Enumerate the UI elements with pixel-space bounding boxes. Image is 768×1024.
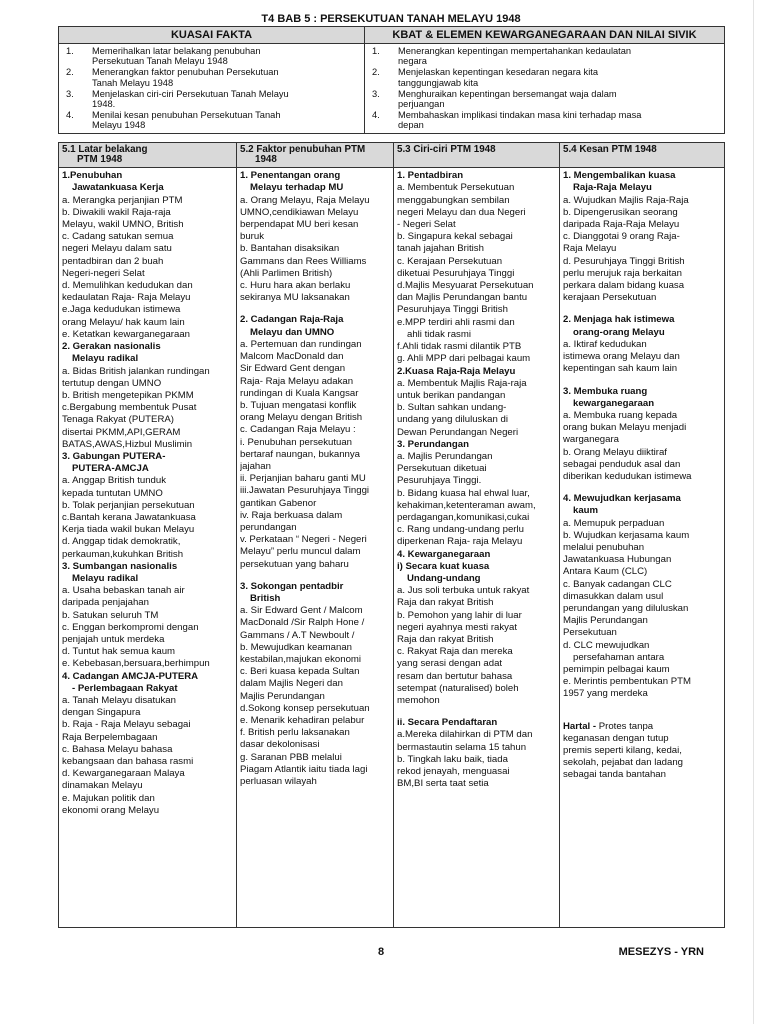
objective-text	[92, 67, 360, 88]
note-line: b. Bantahan disaksikan	[240, 243, 340, 255]
note-line: Persekutuan diketuai	[397, 463, 487, 475]
note-line: premis seperti kilang, kedai,	[563, 744, 682, 756]
objectives-left-cell	[59, 44, 365, 134]
objective-item	[62, 110, 360, 131]
note-line: melalui penubuhan	[563, 541, 645, 553]
section-heading: 1. Penentangan orang	[240, 170, 341, 182]
note-line: d. Tuntut hak semua kaum	[62, 646, 176, 658]
note-line: g. Saranan PBB melalui	[240, 751, 342, 763]
note-line: persefahaman antara	[573, 651, 665, 663]
note-line: yang serasi dengan adat	[397, 658, 503, 670]
note-line: b. Wujudkan kerjasama kaum	[563, 529, 690, 541]
note-line: Raja dan rakyat British	[397, 597, 494, 609]
objective-line: Menerangkan faktor penubuhan Persekutuan	[92, 67, 279, 78]
note-line: e. Kebebasan,bersuara,berhimpun	[62, 658, 210, 670]
note-line: istimewa orang Melayu dan	[563, 351, 680, 363]
note-line: bertaraf naungan, bukannya	[240, 448, 361, 460]
note-line: a. Bidas British jalankan rundingan	[62, 365, 210, 377]
note-line: Kerja tiada wakil bukan Melayu	[62, 524, 195, 536]
note-line: a. Usaha bebaskan tanah air	[62, 585, 185, 597]
note-line: kepada tuntutan UMNO	[62, 487, 163, 499]
note-line: rekod jenayah, menguasai	[397, 766, 510, 777]
page-title: T4 BAB 5 : PERSEKUTUAN TANAH MELAYU 1948	[261, 13, 521, 25]
objectives-left-header: KUASAI FAKTA	[59, 27, 365, 44]
column-header-subtitle: 1948	[255, 154, 277, 166]
note-line: persekutuan yang baharu	[240, 558, 349, 570]
objectives-right-header: KBAT & ELEMEN KEWARGANEGARAAN DAN NILAI SIVIK	[365, 27, 725, 44]
note-line: a. Memupuk perpaduan	[563, 517, 665, 529]
objectives-table	[58, 26, 725, 134]
note-line: c. Bahasa Melayu bahasa	[62, 743, 173, 755]
note-line: c. Rakyat Raja dan mereka	[397, 646, 513, 658]
objective-line: Menjelaskan kepentingan kesedaran negara kita	[398, 67, 599, 78]
note-line: diperkenan Raja- raja Melayu	[397, 536, 523, 548]
note-line: kedaulatan Raja- Raja Melayu	[62, 292, 191, 304]
objective-text	[398, 110, 720, 131]
note-line: orang Melayu/ hak kaum lain	[62, 316, 185, 328]
note-line: kerajaan Persekutuan	[563, 292, 657, 304]
objective-line: Menjelaskan ciri-ciri Persekutuan Tanah Melayu	[92, 88, 289, 99]
page-footer	[58, 946, 724, 960]
note-line: Melayu, wakil UMNO, British	[62, 219, 184, 231]
note-line: b. Pemohon yang lahir di luar	[397, 609, 522, 621]
note-line: resam dan bertutur bahasa	[397, 670, 513, 682]
section-heading: 3. Membuka ruang	[563, 385, 648, 397]
note-line: e.MPP terdiri ahli rasmi dan	[397, 316, 515, 328]
objectives-right-cell	[365, 44, 725, 134]
note-line: negeri Melayu dan dua Negeri	[397, 206, 526, 218]
note-line: b. Dipengerusikan seorang	[563, 206, 678, 218]
note-line: negeri Melayu dalam satu	[62, 243, 172, 255]
note-line: b. Sultan sahkan undang-	[397, 402, 507, 414]
note-line: Majlis Perundangan	[240, 690, 325, 702]
note-line: c. Cadangan Raja Melayu :	[240, 424, 356, 436]
section-heading: 2.Kuasa Raja-Raja Melayu	[397, 365, 516, 377]
note-line: pentadbiran dan 2 buah	[62, 255, 164, 267]
objective-item	[368, 67, 720, 88]
note-line: daripada Raja-Raja Melayu	[563, 219, 680, 231]
spacer	[563, 483, 721, 493]
notes-table	[58, 142, 725, 928]
column-header	[394, 143, 560, 168]
objective-number: 4.	[66, 109, 74, 120]
note-line: (Ahli Parlimen British)	[240, 267, 333, 279]
note-line: 1957 yang merdeka	[563, 688, 648, 700]
note-line: a. Membuka ruang kepada	[563, 409, 678, 421]
note-line: rundingan di Kuala Kangsar	[240, 387, 359, 399]
note-line: f. British perlu laksanakan	[240, 727, 350, 739]
objective-text	[92, 46, 360, 67]
note-line: b. Mewujudkan keamanan	[240, 641, 352, 653]
objective-line: Tanah Melayu 1948	[92, 77, 174, 88]
section-heading: - Perlembagaan Rakyat	[72, 682, 178, 694]
column-content	[59, 168, 237, 928]
section-heading: i) Secara kuat kuasa	[397, 560, 490, 572]
note-line: diketuai Pesuruhjaya Tinggi	[397, 267, 515, 279]
column-header	[237, 143, 394, 168]
note-line: Persekutuan	[563, 627, 617, 639]
note-line: Pesuruhjaya Tinggi British	[397, 304, 508, 316]
objective-number: 3.	[372, 88, 380, 99]
section-heading: kewarganegaraan	[573, 397, 655, 409]
note-line: Pesuruhjaya Tinggi.	[397, 475, 482, 487]
section-heading: Raja-Raja Melayu	[573, 182, 652, 194]
keyword: Hartal -	[563, 720, 597, 732]
note-line: b. Raja - Raja Melayu sebagai	[62, 719, 191, 731]
section-heading: Undang-undang	[407, 572, 481, 584]
section-heading: Melayu radikal	[72, 572, 139, 584]
note-line: a. Sir Edward Gent / Malcom	[240, 605, 363, 617]
note-line: ahli tidak rasmi	[407, 328, 471, 340]
note-line: buruk	[240, 231, 264, 243]
note-line: iii.Jawatan Pesuruhjaya Tinggi	[240, 485, 370, 497]
objective-item	[62, 46, 360, 67]
section-heading: British	[250, 592, 281, 604]
note-line: tertutup dengan UMNO	[62, 377, 162, 389]
note-line: v. Perkataan “ Negeri - Negeri	[240, 534, 367, 546]
page-edge	[753, 0, 754, 1024]
section-heading: 1. Pentadbiran	[397, 170, 464, 182]
note-line: BATAS,AWAS,Hizbul Muslimin	[62, 438, 193, 450]
note-line: Raja Melayu	[563, 243, 617, 255]
note-line: a. Tanah Melayu disatukan	[62, 694, 176, 706]
note-line: menggabungkan sembilan	[397, 194, 510, 206]
note-line: c. Banyak cadangan CLC	[563, 578, 672, 590]
column-header-subtitle: PTM 1948	[77, 154, 123, 166]
section-heading: 1. Mengembalikan kuasa	[563, 170, 676, 182]
note-line: e. Majukan politik dan	[62, 792, 155, 804]
objective-text	[398, 89, 720, 110]
note-line: b. Tingkah laku baik, tiada	[397, 753, 508, 765]
note-line: perkauman,kukuhkan British	[62, 548, 184, 560]
objective-line: Membahaskan implikasi tindakan masa kini terhadap masa	[398, 109, 642, 120]
objective-line: 1948.	[92, 99, 116, 110]
note-line: kestabilan,majukan ekonomi	[240, 653, 362, 665]
objective-line: Menilai kesan penubuhan Persekutuan Tanah	[92, 109, 281, 120]
objective-line: Menerangkan kepentingan mempertahankan kedaulatan	[398, 46, 632, 56]
objective-line: Memerihalkan latar belakang penubuhan	[92, 46, 261, 56]
note-line: perundangan yang diluluskan	[563, 602, 689, 614]
note-line: b. Singapura kekal sebagai	[397, 231, 513, 243]
note-line: dimasukkan dalam usul	[563, 590, 664, 602]
note-line: jajahan	[240, 460, 271, 472]
note-line: perkara dalam bidang kuasa	[563, 280, 685, 292]
objective-text	[398, 46, 720, 67]
note-line: b. British mengetepikan PKMM	[62, 389, 194, 401]
column-content	[560, 168, 725, 928]
note-line: orang bukan Melayu menjadi	[563, 422, 687, 434]
note-line: sebagai tanda bantahan	[563, 769, 666, 781]
note-line: MacDonald /Sir Ralph Hone /	[240, 617, 365, 629]
note-line: bermastautin selama 15 tahun	[397, 741, 527, 753]
section-heading: kaum	[573, 505, 599, 517]
spacer	[240, 304, 390, 314]
note-line: - Negeri Selat	[397, 219, 456, 231]
note-line: keganasan dengan tutup	[563, 732, 669, 744]
section-heading: Melayu dan UMNO	[250, 326, 335, 338]
note-line: perdagangan,komunikasi,cukai	[397, 511, 530, 523]
note-line: a. Pertemuan dan rundingan	[240, 338, 362, 350]
objective-text	[92, 89, 360, 110]
note-line: Melayu” perlu muncul dalam	[240, 546, 361, 558]
note-line: e. Merintis pembentukan PTM	[563, 676, 691, 688]
note-line: c.Bantah kerana Jawatankuasa	[62, 511, 196, 523]
column-header-title: 5.1 Latar belakang	[62, 144, 148, 156]
objective-line: tanggungjawab kita	[398, 77, 479, 88]
note-line: Sir Edward Gent dengan	[240, 363, 346, 375]
note-line: tanah jajahan British	[397, 243, 484, 255]
column-header	[560, 143, 725, 168]
note-line: kebangsaan dan bahasa rasmi	[62, 756, 194, 767]
objective-line: Persekutuan Tanah Melayu 1948	[92, 56, 228, 67]
note-line: untuk berikan pandangan	[397, 389, 506, 401]
note-line: perundangan	[240, 521, 297, 533]
note-line: Raja Berpelembagaan	[62, 731, 158, 743]
column-content	[394, 168, 560, 928]
column-header	[59, 143, 237, 168]
note-line: Dewan Perundangan Negeri	[397, 426, 519, 438]
objective-line: negara	[398, 56, 427, 67]
note-line: a. Majlis Perundangan	[397, 450, 493, 462]
note-line: ekonomi orang Melayu	[62, 804, 160, 816]
note-line	[563, 721, 721, 733]
objective-line: perjuangan	[398, 99, 445, 110]
note-line: a. Anggap British tunduk	[62, 475, 167, 487]
section-heading: orang-orang Melayu	[573, 326, 665, 338]
note-line: memohon	[397, 694, 440, 706]
spacer	[563, 376, 721, 386]
document-page	[58, 12, 724, 958]
note-line: Raja dan rakyat British	[397, 633, 494, 645]
note-line: b. Satukan seluruh TM	[62, 609, 159, 621]
note-line: kepentingan sah kaum lain	[563, 363, 678, 375]
note-line: b. Bidang kuasa hal ehwal luar,	[397, 487, 530, 499]
note-line: Jawatankuasa Hubungan	[563, 554, 672, 566]
objective-number: 4.	[372, 109, 380, 120]
note-line: i. Penubuhan persekutuan	[240, 436, 353, 448]
column-header-title: 5.2 Faktor penubuhan PTM	[240, 144, 366, 156]
note-line: a. Iktiraf kedudukan	[563, 338, 647, 350]
note-line: c. Beri kuasa kepada Sultan	[240, 666, 360, 678]
note-line: perluasan wilayah	[240, 776, 317, 787]
note-line: e. Menarik kehadiran pelabur	[240, 714, 365, 726]
section-heading: 4. Mewujudkan kerjasama	[563, 493, 681, 505]
spacer	[563, 701, 721, 711]
note-line: b. Tolak perjanjian persekutuan	[62, 499, 195, 511]
note-line: berpendapat MU beri kesan	[240, 219, 359, 231]
note-line: c.Bergabung membentuk Pusat	[62, 402, 197, 414]
note-line: e. Ketatkan kewarganegaraan	[62, 328, 191, 340]
note-line: d. CLC mewujudkan	[563, 639, 650, 651]
note-line: Piagam Atlantik iaitu tiada lagi	[240, 763, 368, 775]
objective-item	[62, 89, 360, 110]
note-line: dengan Singapura	[62, 707, 141, 719]
section-heading: 2. Cadangan Raja-Raja	[240, 314, 344, 326]
section-heading: 1.Penubuhan	[62, 170, 123, 182]
note-line: b. Diwakili wakil Raja-raja	[62, 206, 171, 218]
note-line: Gammans / A.T Newboult /	[240, 629, 355, 641]
note-line: Tenaga Rakyat (PUTERA)	[62, 414, 174, 426]
note-line: a. Jus soli terbuka untuk rakyat	[397, 585, 530, 597]
section-heading: 3. Sokongan pentadbir	[240, 580, 344, 592]
note-line: sebagai penduduk asal dan	[563, 458, 681, 470]
note-line: gantikan Gabenor	[240, 497, 317, 509]
note-line: kehakiman,ketenteraman awam,	[397, 499, 536, 511]
note-line: d. Memulihkan kedudukan dan	[62, 280, 193, 292]
note-line: UMNO,cendikiawan Melayu	[240, 206, 359, 218]
keyword-definition: Protes tanpa	[596, 720, 654, 732]
objective-number: 2.	[372, 67, 380, 78]
note-line: diberikan kedudukan istimewa	[563, 470, 692, 482]
note-line: BM,BI serta taat setia	[397, 778, 489, 790]
note-line: orang Melayu dengan British	[240, 412, 363, 424]
spacer	[397, 707, 556, 717]
objective-number: 1.	[372, 46, 380, 56]
note-line: d.Majlis Mesyuarat Persekutuan	[397, 280, 534, 292]
objective-item	[62, 67, 360, 88]
note-line: disertai PKMM,API,GERAM	[62, 426, 181, 438]
section-heading: ii. Secara Pendaftaran	[397, 717, 498, 729]
note-line: d. Anggap tidak demokratik,	[62, 536, 181, 548]
note-line: a.Mereka dilahirkan di PTM dan	[397, 729, 533, 741]
note-line: d. Pesuruhjaya Tinggi British	[563, 255, 685, 267]
note-line: b. Tujuan mengatasi konflik	[240, 399, 357, 411]
note-line: dasar dekolonisasi	[240, 739, 320, 751]
column-header-title: 5.4 Kesan PTM 1948	[563, 144, 657, 156]
spacer	[240, 571, 390, 581]
note-line: a. Wujudkan Majlis Raja-Raja	[563, 194, 689, 206]
note-line: daripada penjajahan	[62, 597, 149, 609]
note-line: penjajah untuk merdeka	[62, 633, 165, 645]
spacer	[563, 711, 721, 721]
note-line: negeri ayahnya mesti rakyat	[397, 621, 517, 633]
objective-item	[368, 110, 720, 131]
note-line: c. Rang undang-undang perlu	[397, 524, 524, 536]
objective-number: 3.	[66, 88, 74, 99]
objective-item	[368, 46, 720, 67]
note-line: ii. Perjanjian baharu ganti MU	[240, 473, 366, 485]
note-line: a. Membentuk Persekutuan	[397, 182, 515, 194]
note-line: sekiranya MU laksanakan	[240, 292, 350, 304]
objective-number: 1.	[66, 46, 74, 56]
section-heading: 3. Gabungan PUTERA-	[62, 450, 166, 462]
section-heading: Melayu terhadap MU	[250, 182, 344, 194]
note-line: e.Jaga kedudukan istimewa	[62, 304, 181, 316]
note-line: c. Huru hara akan berlaku	[240, 280, 351, 292]
note-line: b. Orang Melayu diiktiraf	[563, 446, 667, 458]
note-line: a. Merangka perjanjian PTM	[62, 194, 183, 206]
note-line: pemimpin pelbagai kaum	[563, 663, 670, 675]
note-line: Negeri-negeri Selat	[62, 267, 145, 279]
footer-signature: MESEZYS - YRN	[618, 946, 704, 958]
note-line: c. Enggan berkompromi dengan	[62, 621, 199, 633]
note-line: Malcom MacDonald dan	[240, 351, 344, 363]
note-line: d.Sokong konsep persekutuan	[240, 702, 370, 714]
section-heading: PUTERA-AMCJA	[72, 463, 149, 475]
note-line: dinamakan Melayu	[62, 780, 143, 792]
section-heading: Jawatankuasa Kerja	[72, 182, 164, 194]
section-heading: Melayu radikal	[72, 353, 139, 365]
note-line: setempat (naturalised) boleh	[397, 682, 519, 694]
note-line: Gammans dan Rees Williams	[240, 255, 367, 267]
note-line: Raja- Raja Melayu adakan	[240, 375, 354, 387]
note-line: c. Cadang satukan semua	[62, 231, 174, 243]
note-line: c. Dianggotai 9 orang Raja-	[563, 231, 680, 243]
section-heading: 3. Perundangan	[397, 438, 469, 450]
section-heading: 2. Menjaga hak istimewa	[563, 314, 675, 326]
note-line: a. Membentuk Majlis Raja-raja	[397, 377, 527, 389]
note-line: sekolah, pejabat dan ladang	[563, 757, 684, 769]
section-heading: 4. Kewarganegaraan	[397, 548, 491, 560]
note-line: perlu merujuk raja berkaitan	[563, 267, 682, 279]
note-line: iv. Raja berkuasa dalam	[240, 509, 343, 521]
objective-text	[92, 110, 360, 131]
note-line: undang yang diluluskan di	[397, 414, 508, 426]
objective-text	[398, 67, 720, 88]
objective-line: Melayu 1948	[92, 120, 146, 131]
objective-number: 2.	[66, 67, 74, 78]
spacer	[563, 304, 721, 314]
section-heading: 3. Sumbangan nasionalis	[62, 560, 178, 572]
column-content	[237, 168, 394, 928]
objective-item	[368, 89, 720, 110]
section-heading: 4. Cadangan AMCJA-PUTERA	[62, 670, 199, 682]
note-line: a. Orang Melayu, Raja Melayu	[240, 194, 370, 206]
note-line: c. Kerajaan Persekutuan	[397, 255, 503, 267]
column-header-title: 5.3 Ciri-ciri PTM 1948	[397, 144, 496, 156]
section-heading: 2. Gerakan nasionalis	[62, 341, 161, 353]
note-line: dalam Majlis Negeri dan	[240, 678, 343, 690]
page-number: 8	[378, 946, 385, 958]
note-line: f.Ahli tidak rasmi dilantik PTB	[397, 341, 522, 353]
objective-line: depan	[398, 120, 424, 131]
note-line: d. Kewarganegaraan Malaya	[62, 768, 185, 780]
note-line: warganegara	[563, 434, 620, 446]
note-line: Antara Kaum (CLC)	[563, 566, 648, 578]
note-line: g. Ahli MPP dari pelbagai kaum	[397, 353, 531, 365]
objective-line: Menghuraikan kepentingan bersemangat waja dalam	[398, 88, 617, 99]
note-line: Majlis Perundangan	[563, 615, 648, 627]
note-line: dan Majlis Perundangan bantu	[397, 292, 528, 304]
